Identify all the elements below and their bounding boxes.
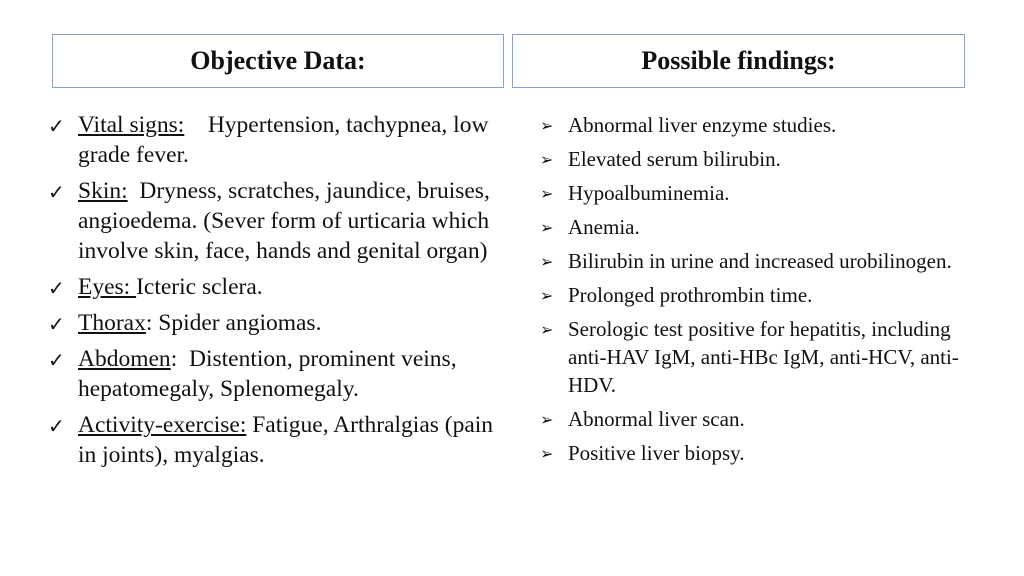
objective-separator: :: [170, 346, 189, 372]
objective-data-title: Objective Data:: [190, 46, 366, 75]
arrowhead-bullet-icon: ➢: [540, 184, 554, 203]
objective-text: Dryness, scratches, jaundice, bruises, angioedema. (Sever form of urticaria which involve skin, face, hands and genital organ): [78, 178, 490, 264]
list-item: [540, 439, 960, 467]
finding-text: Abnormal liver enzyme studies.: [568, 113, 837, 137]
arrowhead-bullet-icon: ➢: [540, 444, 554, 463]
list-item: [540, 281, 960, 309]
check-icon: ✓: [48, 276, 65, 300]
list-item: [48, 308, 508, 338]
finding-text: Prolonged prothrombin time.: [568, 283, 813, 307]
objective-text: Fatigue, Arthralgias (pain in joints), myalgias.: [78, 412, 494, 468]
list-item: [48, 110, 508, 170]
list-item: [48, 272, 508, 302]
arrowhead-bullet-icon: ➢: [540, 150, 554, 169]
list-item: [48, 344, 508, 404]
check-icon: ✓: [48, 348, 65, 372]
objective-data-header: [52, 34, 504, 88]
objective-separator: [184, 112, 208, 138]
list-item: [48, 410, 508, 470]
list-item: [48, 176, 508, 266]
objective-text: Spider angiomas.: [158, 310, 322, 336]
objective-term: Abdomen: [78, 346, 171, 372]
list-item: [540, 145, 960, 173]
list-item: [540, 179, 960, 207]
finding-text: Anemia.: [568, 215, 640, 239]
possible-findings-title: Possible findings:: [641, 46, 836, 75]
check-icon: ✓: [48, 312, 65, 336]
possible-findings-header: [512, 34, 965, 88]
finding-text: Serologic test positive for hepatitis, including anti-HAV IgM, anti-HBc IgM, anti-HCV, anti-HDV.: [568, 317, 959, 397]
objective-term: Skin:: [78, 178, 128, 204]
arrowhead-bullet-icon: ➢: [540, 252, 554, 271]
list-item: [540, 111, 960, 139]
check-icon: ✓: [48, 114, 65, 138]
finding-text: Positive liver biopsy.: [568, 441, 745, 465]
objective-text: Distention, prominent veins, hepatomegaly, Splenomegaly.: [78, 346, 457, 402]
finding-text: Abnormal liver scan.: [568, 407, 745, 431]
list-item: [540, 213, 960, 241]
objective-term: Vital signs:: [78, 112, 185, 138]
list-item: [540, 405, 960, 433]
objective-separator: :: [145, 310, 159, 336]
check-icon: ✓: [48, 414, 65, 438]
arrowhead-bullet-icon: ➢: [540, 320, 554, 339]
possible-findings-list: [540, 111, 960, 473]
check-icon: ✓: [48, 180, 65, 204]
objective-text: Icteric sclera.: [136, 274, 263, 300]
arrowhead-bullet-icon: ➢: [540, 286, 554, 305]
objective-term: Eyes:: [78, 274, 137, 300]
objective-term: Thorax: [78, 310, 146, 336]
list-item: [540, 315, 960, 399]
arrowhead-bullet-icon: ➢: [540, 410, 554, 429]
objective-data-list: [48, 110, 508, 476]
list-item: [540, 247, 960, 275]
finding-text: Elevated serum bilirubin.: [568, 147, 781, 171]
finding-text: Hypoalbuminemia.: [568, 181, 730, 205]
finding-text: Bilirubin in urine and increased urobilinogen.: [568, 249, 952, 273]
objective-term: Activity-exercise:: [78, 412, 247, 438]
arrowhead-bullet-icon: ➢: [540, 116, 554, 135]
arrowhead-bullet-icon: ➢: [540, 218, 554, 237]
objective-separator: [128, 178, 140, 204]
objective-text: Hypertension, tachypnea, low grade fever.: [78, 112, 489, 168]
